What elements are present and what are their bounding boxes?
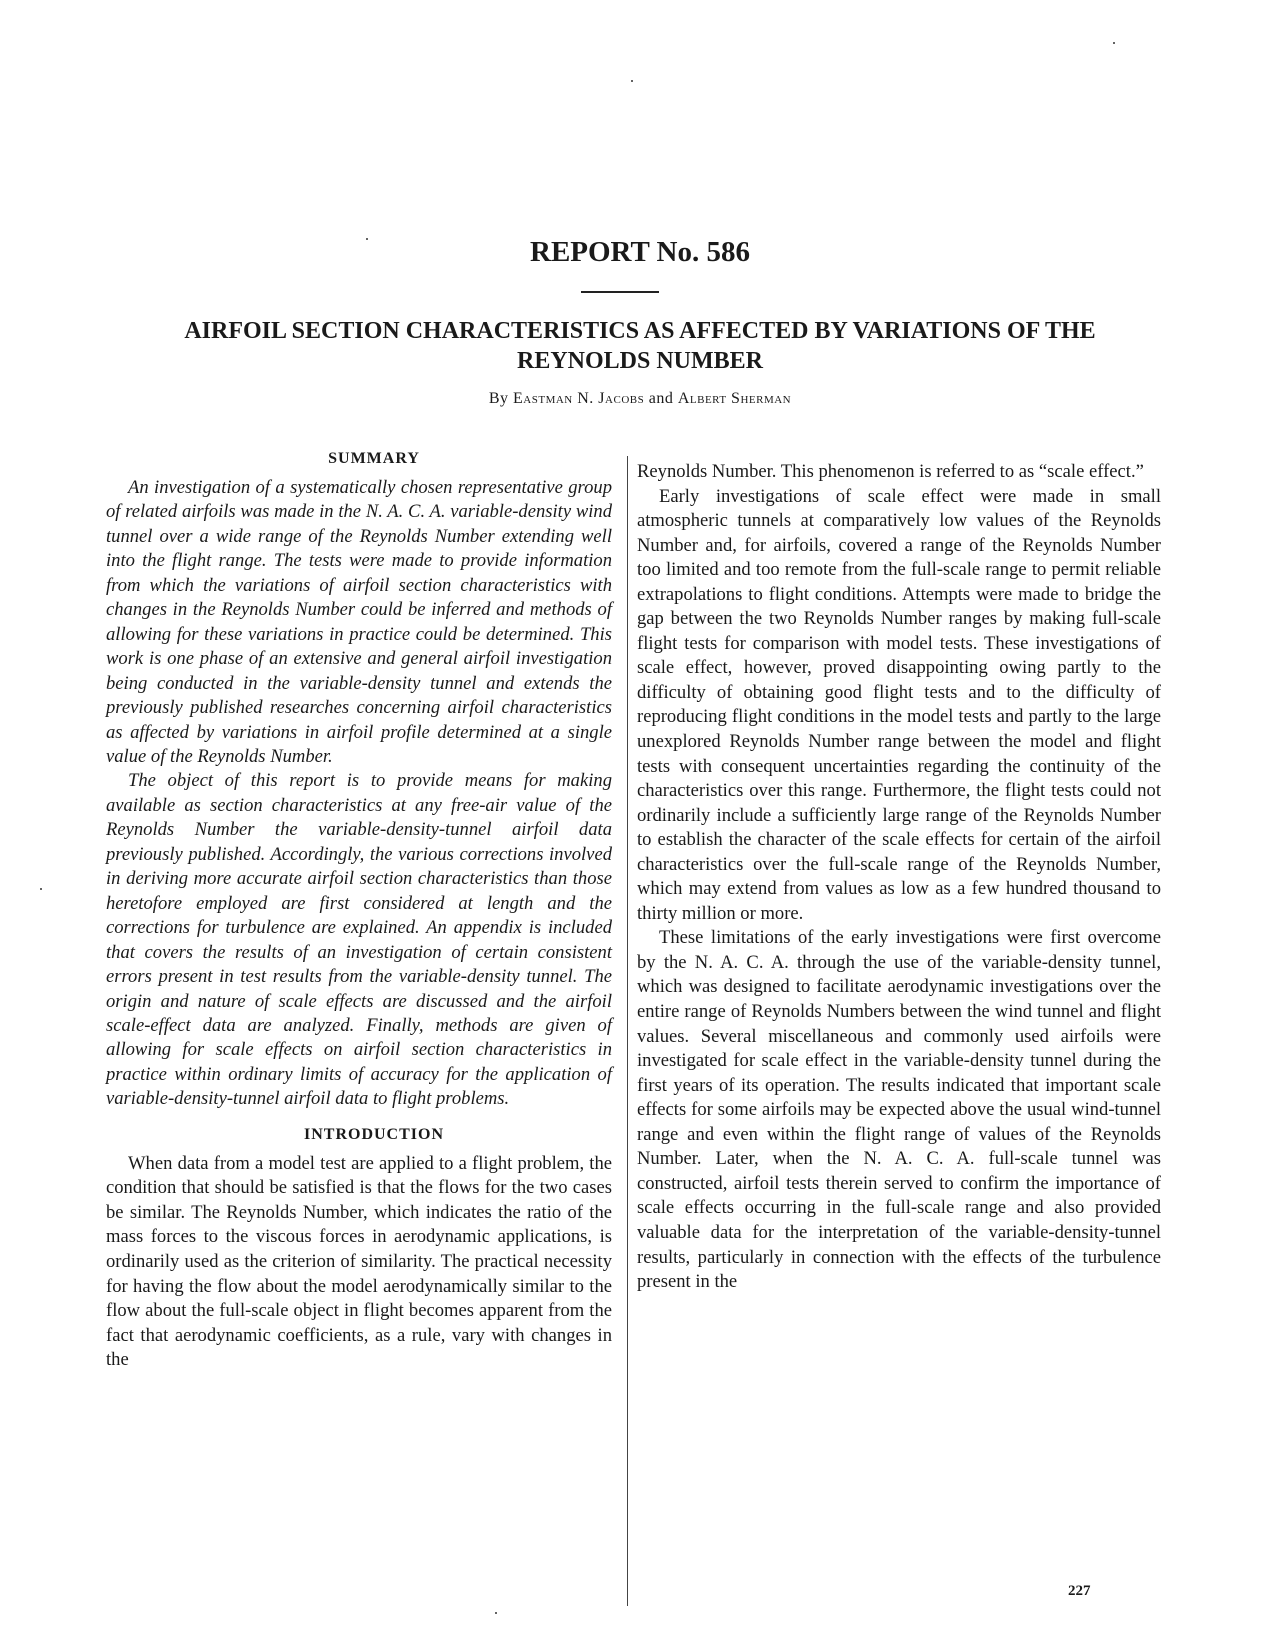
scan-speck bbox=[40, 888, 42, 890]
title-line-2: REYNOLDS NUMBER bbox=[516, 348, 764, 374]
byline-and: and bbox=[648, 390, 674, 407]
summary-paragraph-2: The object of this report is to provide means for making available as section characteristics at any free-air value of the Reynolds Number the variable-density-tunnel airfoil data previously published. Accordingly, the various corrections involved in deriving more accurate airfoil section characteristics than those heretofore employed are first considered at length and the corrections for turbulence are explained. An appendix is included that covers the results of an investigation of certain consistent errors present in test results from the variable-density tunnel. The origin and nature of scale effects are discussed and the airfoil scale-effect data are analyzed. Finally, methods are given of allowing for scale effects on airfoil section characteristics in practice within ordinary limits of accuracy for the application of variable-density-tunnel airfoil data to flight problems. bbox=[106, 770, 612, 1110]
title-rule bbox=[581, 291, 659, 293]
right-column bbox=[637, 460, 1161, 1295]
scan-speck bbox=[495, 1612, 497, 1614]
scan-speck bbox=[1113, 42, 1115, 44]
report-title bbox=[100, 316, 1180, 376]
author-1: Eastman N. Jacobs bbox=[513, 390, 645, 407]
column-divider bbox=[627, 456, 628, 1606]
title-line-1: AIRFOIL SECTION CHARACTERISTICS AS AFFECTED BY VARIATIONS OF THE bbox=[184, 318, 1096, 344]
summary-heading: SUMMARY bbox=[328, 450, 420, 467]
right-paragraph-continued: Reynolds Number. This phenomenon is referred to as “scale effect.” bbox=[637, 461, 1144, 482]
right-paragraph-1: Early investigations of scale effect were made in small atmospheric tunnels at comparatively low values of the Reynolds Number and, for airfoils, covered a range of the Reynolds Number too limited and too remote from the full-scale range to permit reliable extrapolations to flight conditions. Attempts were made to bridge the gap between the two Reynolds Number ranges by making full-scale flight tests for comparison with model tests. These investigations of scale effect, however, proved disappointing owing partly to the difficulty of obtaining good flight tests and to the difficulty of reproducing flight conditions in the model tests and partly to the large unexplored Reynolds Number range between the model and flight tests with consequent uncertainties regarding the continuity of the characteristics over this range. Furthermore, the flight tests could not ordinarily include a sufficiently large range of the Reynolds Number to establish the character of the scale effects for certain of the airfoil characteristics over the full-scale range of the Reynolds Number, which may extend from values as low as a few hundred thousand to thirty million or more. bbox=[637, 485, 1161, 924]
byline bbox=[0, 390, 1280, 408]
byline-by: By bbox=[488, 390, 509, 407]
introduction-paragraph-1: When data from a model test are applied to a flight problem, the condition that should be satisfied is that the flows for the two cases be similar. The Reynolds Number, which indicates the ratio of the mass forces to the viscous forces in aerodynamic applications, is ordinarily used as the criterion of similarity. The practical necessity for having the flow about the model aerodynamically similar to the flow about the full-scale object in flight becomes apparent from the fact that aerodynamic coefficients, as a rule, vary with changes in the bbox=[106, 1152, 612, 1371]
introduction-heading: INTRODUCTION bbox=[303, 1125, 444, 1143]
page-number: 227 bbox=[1068, 1583, 1091, 1599]
scan-speck bbox=[631, 80, 633, 82]
right-paragraph-2: These limitations of the early investigations were first overcome by the N. A. C. A. through the use of the variable-density tunnel, which was designed to facilitate aerodynamic investigations over the entire range of Reynolds Numbers between the wind tunnel and flight values. Several miscellaneous and commonly used airfoils were investigated for scale effect in the variable-density tunnel during the first years of its operation. The results indicated that important scale effects for some airfoils may be expected above the usual wind-tunnel range and even within the flight range of values of the Reynolds Number. Later, when the N. A. C. A. full-scale tunnel was constructed, airfoil tests therein served to confirm the importance of scale effects occurring in the full-scale range and also provided valuable data for the interpretation of the variable-density-tunnel results, particularly in connection with the effects of the turbulence present in the bbox=[637, 927, 1161, 1293]
author-2: Albert Sherman bbox=[677, 390, 792, 407]
report-number: REPORT No. 586 bbox=[530, 236, 750, 268]
summary-paragraph-1: An investigation of a systematically chosen representative group of related airfoils was made in the N. A. C. A. variable-density wind tunnel over a wide range of the Reynolds Number extending well into the flight range. The tests were made to provide information from which the variations of airfoil section characteristics with changes in the Reynolds Number could be inferred and methods of allowing for these variations in practice could be determined. This work is one phase of an extensive and general airfoil investigation being conducted in the variable-density tunnel and extends the previously published researches concerning airfoil characteristics as affected by variations in airfoil profile determined at a single value of the Reynolds Number. bbox=[106, 477, 612, 767]
left-column bbox=[106, 450, 612, 1373]
